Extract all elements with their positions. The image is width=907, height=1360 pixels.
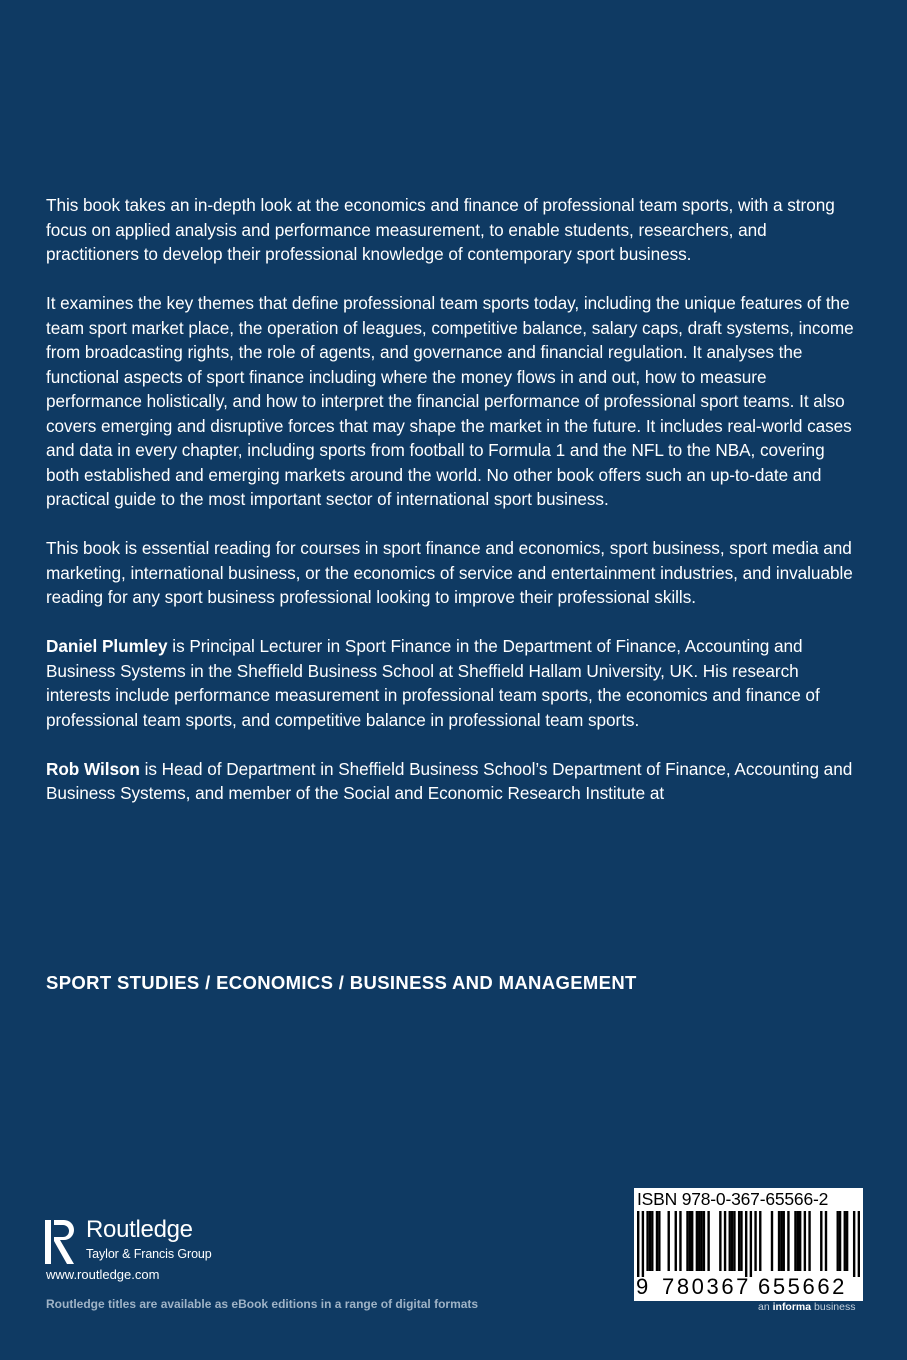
informa-brand: informa	[772, 1301, 812, 1313]
barcode-bar	[797, 1211, 799, 1271]
barcode-bar	[637, 1211, 639, 1277]
barcode-bar	[649, 1211, 651, 1271]
author-bio-1	[46, 634, 862, 732]
barcode-bar	[844, 1211, 846, 1271]
barcode-bar	[646, 1211, 648, 1271]
description-paragraph-2: It examines the key themes that define professional team sports today, including the unique features of the team sport market place, the operation of leagues, competitive balance, salary caps, draft systems, income from broadcasting rights, the role of agents, and governance and financial regulation. It analyses the functional aspects of sport finance including where the money flows in and out, how to measure performance holistically, and how to interpret the financial performance of professional sport teams. It also covers emerging and disruptive forces that may shape the market in the future. It includes real-world cases and data in every chapter, including sports from football to Formula 1 and the NFL to the NBA, covering both established and emerging markets around the world. No other book offers such an up-to-date and practical guide to the most important sector of international sport business.	[46, 293, 854, 509]
publisher-url: www.routledge.com	[46, 1267, 160, 1282]
barcode-bar	[771, 1211, 773, 1271]
isbn-label: ISBN 978-0-367-65566-2	[637, 1189, 829, 1209]
publisher-name: Routledge	[86, 1216, 193, 1243]
barcode-bar	[724, 1211, 726, 1271]
publisher-block	[44, 1214, 284, 1304]
barcode-bar	[707, 1211, 709, 1271]
barcode-bar	[668, 1211, 670, 1271]
barcode-bar	[740, 1211, 742, 1271]
barcode-bar	[750, 1211, 752, 1277]
barcode-bar	[787, 1211, 789, 1271]
barcode-bar	[651, 1211, 653, 1271]
routledge-r-logo-icon	[44, 1216, 78, 1268]
author-bio-text: is Principal Lecturer in Sport Finance in the Department of Finance, Accounting and Business Systems in the Sheffield Business School at Sheffield Hallam University, UK. His research interests include performance measurement in professional team sports, the economics and finance of professional team sports, and competitive balance in professional team sports.	[46, 636, 820, 730]
description-paragraph-3: This book is essential reading for courses in sport finance and economics, sport business, sport media and marketing, international business, or the economics of service and entertainment industries, and invaluable reading for any sport business professional looking to improve their professional skills.	[46, 538, 853, 607]
barcode-bar	[783, 1211, 785, 1271]
isbn-barcode	[634, 1188, 863, 1301]
barcode-bar	[738, 1211, 740, 1271]
barcode-bar	[754, 1211, 756, 1271]
barcode-bar	[679, 1211, 681, 1271]
barcode-bar	[808, 1211, 810, 1271]
back-cover-text	[46, 193, 862, 806]
barcode-bar	[825, 1211, 827, 1271]
author-name: Daniel Plumley	[46, 636, 168, 656]
barcode-bar	[733, 1211, 735, 1271]
ebook-note: Routledge titles are available as eBook editions in a range of digital formats	[46, 1297, 479, 1311]
barcode-group-2: 655662	[758, 1274, 848, 1299]
barcode-bar	[703, 1211, 705, 1271]
description-paragraph-1: This book takes an in-depth look at the economics and finance of professional team sports, with a strong focus on applied analysis and performance measurement, to enable students, researchers, and practitioners to develop their professional knowledge of contemporary sport business.	[46, 195, 835, 264]
barcode-bar	[846, 1211, 848, 1271]
informa-tagline	[758, 1301, 855, 1314]
barcode-bar	[853, 1211, 855, 1277]
barcode-bar	[820, 1211, 822, 1271]
barcode-bar	[804, 1211, 806, 1271]
barcode-bar	[696, 1211, 698, 1271]
barcode-bar	[780, 1211, 782, 1271]
barcode-bar	[675, 1211, 677, 1271]
barcode-bar	[731, 1211, 733, 1271]
barcode-bar	[837, 1211, 839, 1271]
barcode-lead-digit: 9	[636, 1274, 649, 1299]
barcode-bar	[799, 1211, 801, 1271]
barcode-bar	[642, 1211, 644, 1277]
barcode-bar	[794, 1211, 796, 1271]
barcode-bars	[637, 1211, 860, 1277]
barcode-bar	[745, 1211, 747, 1277]
barcode-bar	[686, 1211, 688, 1271]
barcode-bar	[719, 1211, 721, 1271]
subject-categories: SPORT STUDIES / ECONOMICS / BUSINESS AND MANAGEMENT	[46, 972, 637, 993]
barcode-bar	[691, 1211, 693, 1271]
barcode-bar	[689, 1211, 691, 1271]
barcode-bar	[759, 1211, 761, 1271]
publisher-group: Taylor & Francis Group	[86, 1247, 212, 1261]
author-bio-2	[46, 757, 862, 806]
author-bio-text: is Head of Department in Sheffield Business School’s Department of Finance, Accounting and Business Systems, and member of the Social and Economic Research Institute at	[46, 758, 853, 803]
barcode-bar	[778, 1211, 780, 1271]
barcode-bar	[839, 1211, 841, 1271]
informa-prefix: an	[758, 1301, 773, 1313]
barcode-bar	[729, 1211, 731, 1271]
barcode-bar	[700, 1211, 702, 1271]
barcode-bar	[658, 1211, 660, 1271]
barcode-bar	[698, 1211, 700, 1271]
informa-suffix: business	[811, 1301, 856, 1313]
author-name: Rob Wilson	[46, 758, 140, 779]
barcode-bar	[858, 1211, 860, 1277]
barcode-group-1: 780367	[662, 1274, 752, 1299]
barcode-bar	[656, 1211, 658, 1271]
